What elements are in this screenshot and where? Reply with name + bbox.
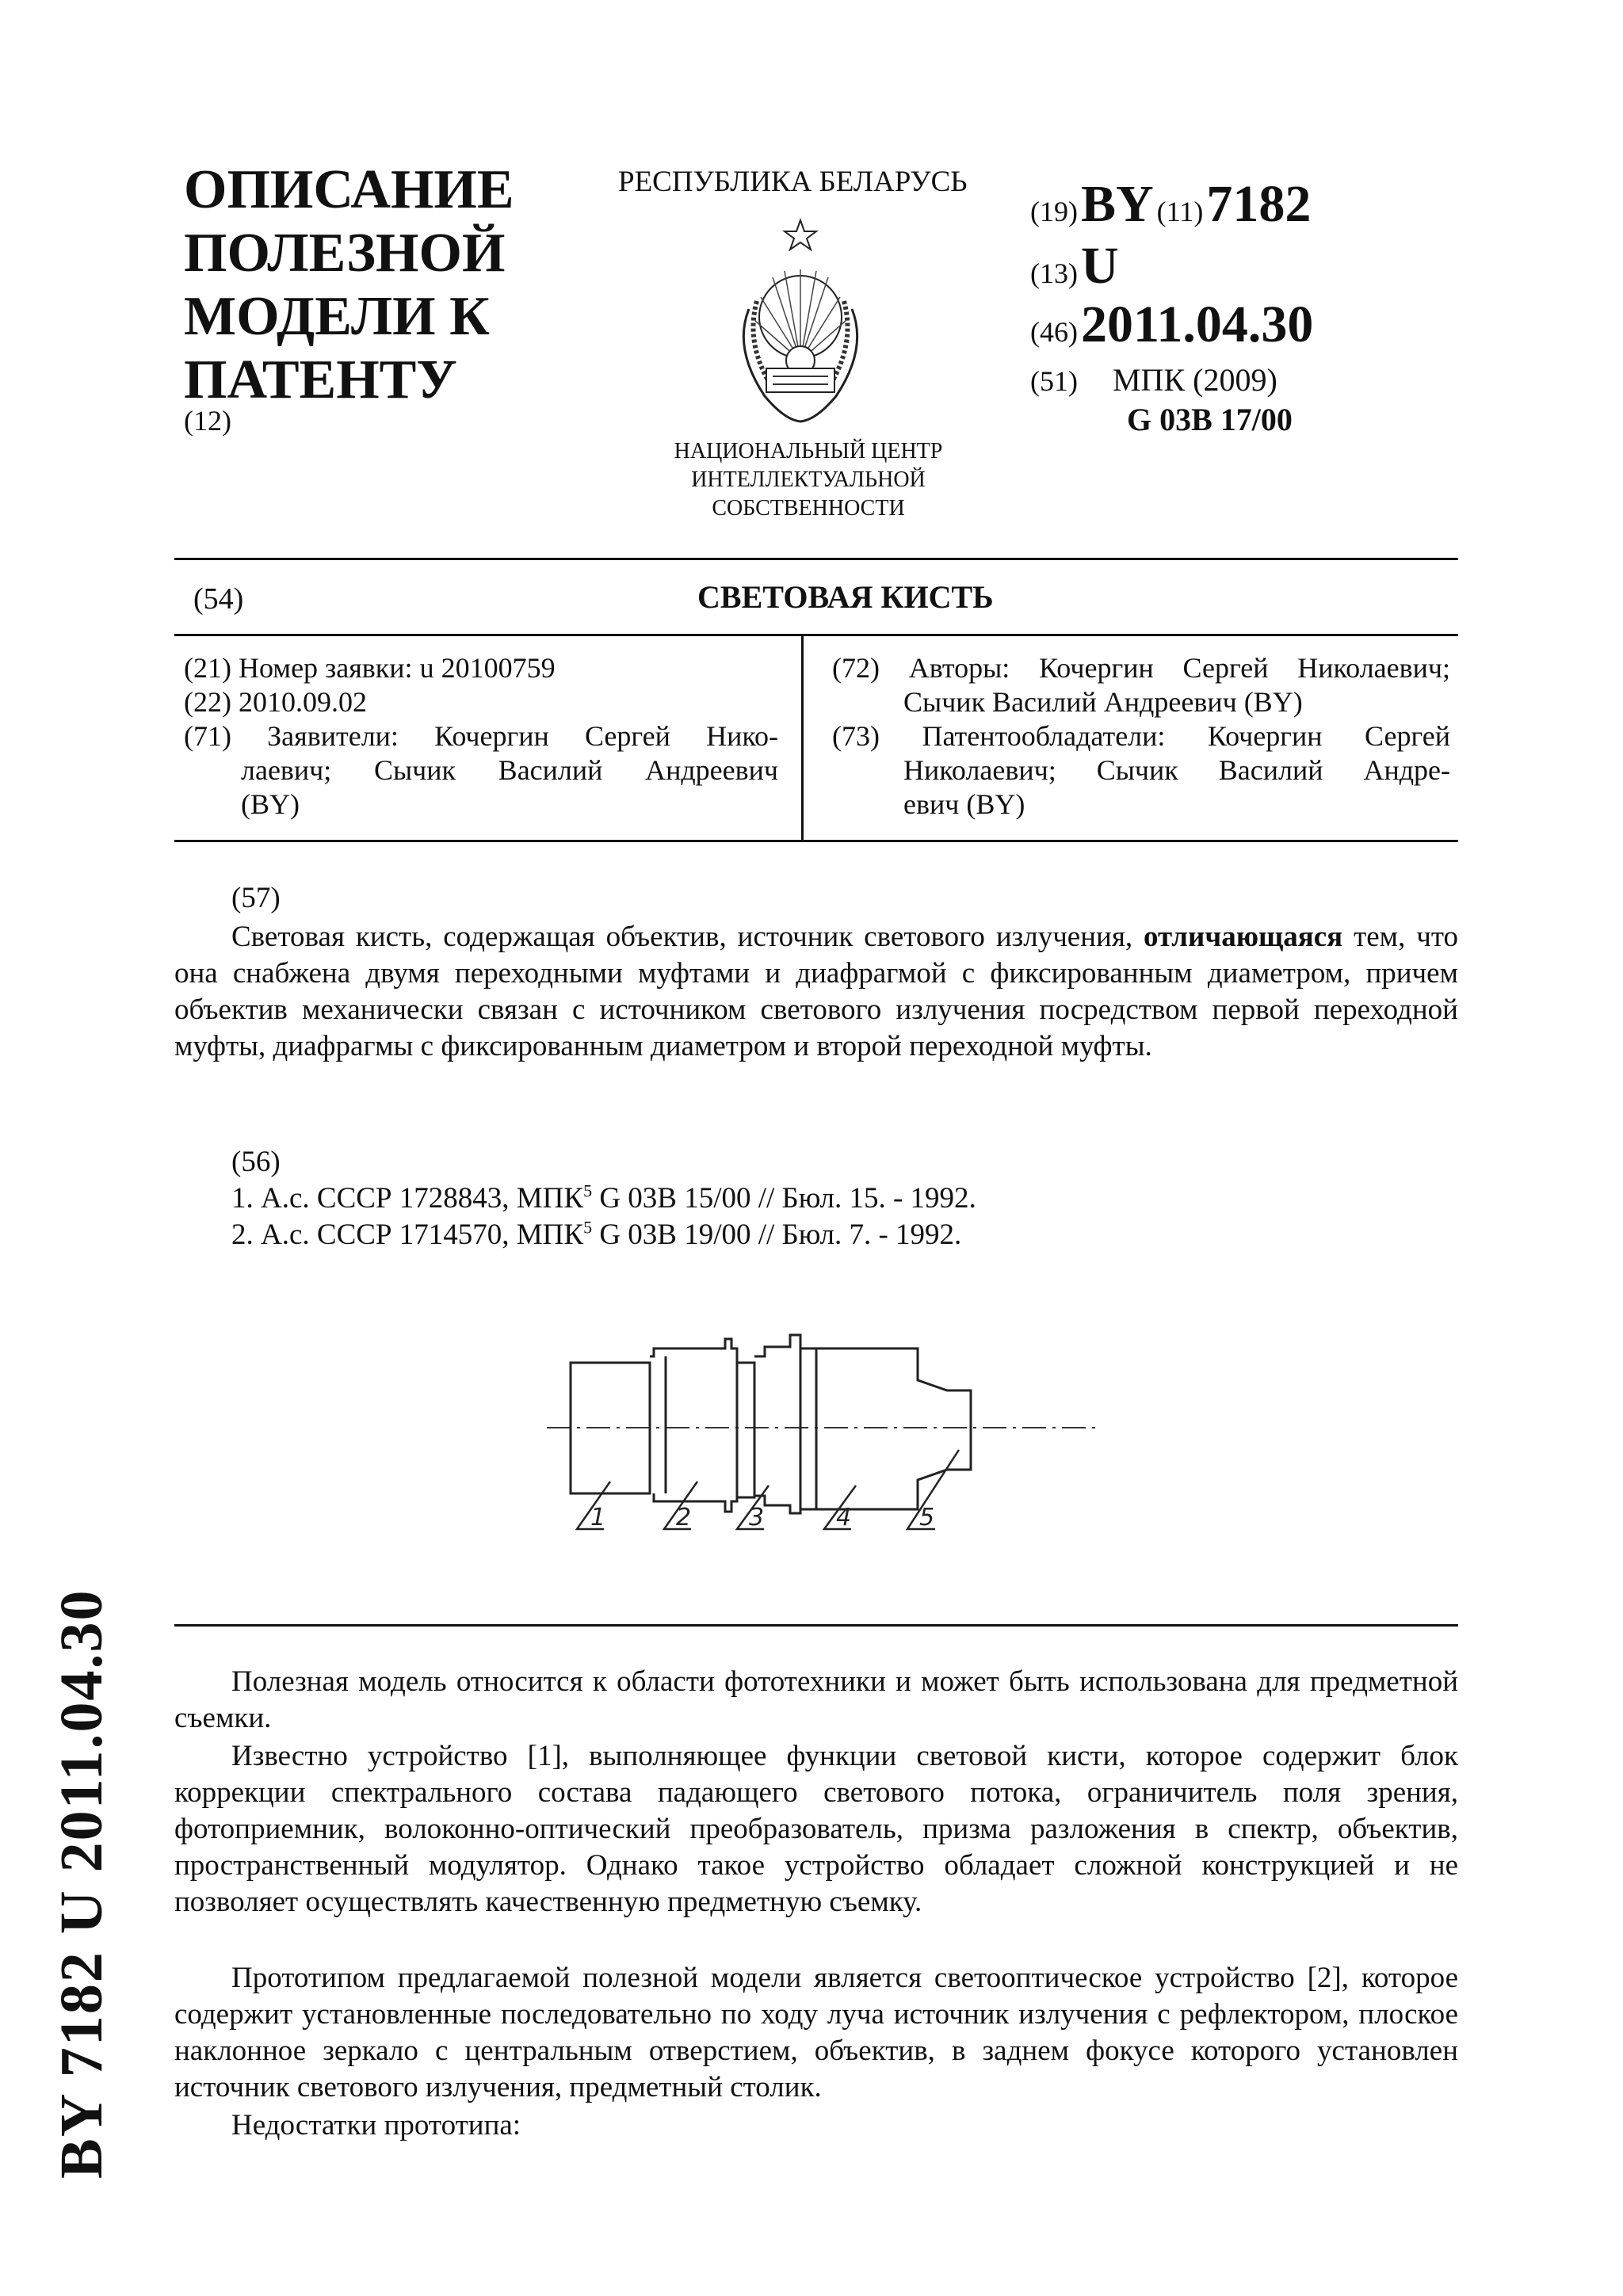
code-51: (51) [1030,365,1078,397]
publication-date-row [1030,295,1313,355]
filing-date: (22) 2010.09.02 [184,686,367,718]
claim-text-end: тем, что она снабжена двумя переходными муфтами и диафрагмой с фиксированным диаметром, причем объектив механически связан с источником светового излучения посредством первой переходной муфты, диафрагмы с фиксированным диаметром и второй переходной муфты. [174,921,1459,1062]
authors-column [832,651,1450,822]
drawing-label: 4 [836,1504,852,1531]
state-emblem-icon [717,214,884,436]
claim-text-start: Световая кисть, содержащая объектив, источник светового излучения, [231,921,1144,953]
title-line: ОПИСАНИЕ [184,159,514,220]
code-19: (19) [1030,196,1078,227]
side-document-id: BY 7182 U 2011.04.30 [48,1589,115,2179]
patentees-line: Николаевич; Сычик Василий Андре- [903,754,1450,786]
applicant-column [184,651,778,822]
code-13: (13) [1030,257,1078,289]
applicants-line: (BY) [241,788,300,820]
application-number: (21) Номер заявки: u 20100759 [184,652,556,684]
document-title [184,158,596,412]
drawing-label: 1 [590,1504,606,1531]
title-line: ПАТЕНТУ [184,349,457,410]
part-diaphragm [737,1363,754,1497]
code-54: (54) [193,582,244,616]
ipc-version: МПК (2009) [1112,362,1277,398]
center-line: СОБСТВЕННОСТИ [712,496,905,521]
code-46: (46) [1030,316,1078,348]
top-rule [174,558,1458,560]
references [231,1144,976,1253]
republic-label: РЕСПУБЛИКА БЕЛАРУСЬ [618,166,968,198]
data-rule [174,840,1458,842]
part-light-source [800,1348,971,1509]
ipc-class: G 03B 17/00 [1127,402,1293,437]
country-number-row [1030,174,1311,235]
patent-number: 7182 [1206,175,1312,233]
code-11: (11) [1156,196,1204,227]
reference-item: 1. А.с. СССР 1728843, МПК$^5$ G 03B 15/00 // Бюл. 15. - 1992. [231,1180,976,1215]
code-12: (12) [184,405,231,437]
publication-date: 2011.04.30 [1080,296,1314,353]
invention-title: СВЕТОВАЯ КИСТЬ [697,579,994,615]
code-57: (57) [231,882,281,914]
title-line: ПОЛЕЗНОЙ [184,223,506,284]
body-paragraph: Полезная модель относится к области фототехники и может быть использована для предметной съемки. [174,1665,1458,1734]
applicants-line: лаевич; Сычик Василий Андреевич [241,754,778,786]
claim-text [174,919,1458,1065]
drawing-label: 2 [676,1504,692,1531]
center-line: ИНТЕЛЛЕКТУАЛЬНОЙ [691,467,926,492]
country-code: BY [1080,175,1154,233]
kind-code: U [1080,237,1119,295]
national-center-label [650,437,967,523]
body-rule [174,1624,1458,1627]
title-line: МОДЕЛИ К [184,286,490,347]
ipc-row [1030,361,1277,399]
part-coupling-2 [754,1335,800,1513]
patentees-line: (73) Патентообладатели: Кочергин Сергей [832,720,1450,752]
body-paragraph: Недостатки прототипа: [231,2109,521,2142]
drawing-label: 5 [919,1504,935,1531]
title-rule [174,634,1458,636]
body-paragraph: Прототипом предлагаемой полезной модели является светооптическое устройство [2], которое содержит установленные последовательно по ходу луча источник излучения с рефлектором, плоское наклонное зеркало с центральным отверстием, объектив, в заднем фокусе которого установлен источник светового излучения, предметный столик. [174,1962,1458,2103]
center-line: НАЦИОНАЛЬНЫЙ ЦЕНТР [674,439,943,463]
authors-line: Сычик Василий Андреевич (BY) [903,686,1303,718]
reference-item: 2. А.с. СССР 1714570, МПК$^5$ G 03B 19/00 // Бюл. 7. - 1992. [231,1217,962,1251]
authors-line: (72) Авторы: Кочергин Сергей Николаевич; [832,652,1450,684]
drawing-label: 3 [749,1504,765,1531]
applicants-line: (71) Заявители: Кочергин Сергей Нико- [184,720,778,752]
column-divider [801,634,804,841]
kind-row [1030,236,1119,296]
device-drawing [547,1331,1102,1553]
claim-keyword: отличающаяся [1144,921,1343,953]
code-56: (56) [231,1146,281,1178]
patentees-line: евич (BY) [903,788,1025,820]
body-paragraph: Известно устройство [1], выполняющее функции световой кисти, которое содержит блок коррекции спектрального состава падающего светового потока, ограничитель поля зрения, фотоприемник, волоконно-оптический преобразователь, призма разложения в спектр, объектив, пространственный модулятор. Однако такое устройство обладает сложной конструкцией и не позволяет осуществлять качественную предметную съемку. [174,1740,1458,1918]
